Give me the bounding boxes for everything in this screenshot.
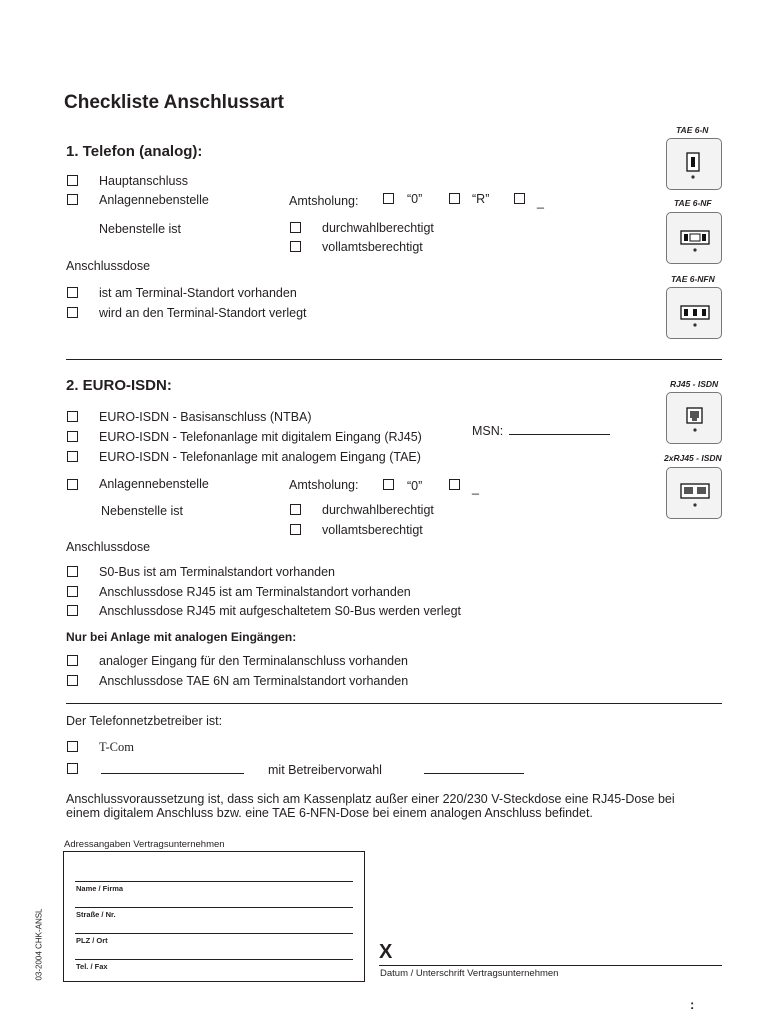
- checkbox-amt-r[interactable]: [449, 193, 460, 204]
- signature-field[interactable]: [379, 965, 722, 966]
- note-line-2: einem digitalem Anschluss bzw. eine TAE 6-NFN-Dose bei einem analogen Anschluss befindet.: [66, 806, 593, 820]
- checkbox-amt-0[interactable]: [383, 193, 394, 204]
- plug-label-tae6nf: TAE 6-NF: [674, 198, 712, 208]
- label-isdn-digital: EURO-ISDN - Telefonanlage mit digitalem Eingang (RJ45): [99, 430, 422, 444]
- rj45-socket-icon: [666, 392, 722, 444]
- checkbox-rj45[interactable]: [67, 586, 78, 597]
- label-isdn-amt-blank: _: [472, 481, 479, 495]
- checkbox-isdn-anlagennebenstelle[interactable]: [67, 479, 78, 490]
- label-strasse: Straße / Nr.: [76, 910, 116, 919]
- checkbox-isdn-basis[interactable]: [67, 411, 78, 422]
- checkbox-isdn-analog[interactable]: [67, 451, 78, 462]
- label-amtsholung: Amtsholung:: [289, 194, 359, 208]
- label-isdn-analog: EURO-ISDN - Telefonanlage mit analogem Eingang (TAE): [99, 450, 421, 464]
- label-tel-fax: Tel. / Fax: [76, 962, 108, 971]
- plug-label-rj45x2: 2xRJ45 - ISDN: [664, 453, 722, 463]
- label-hauptanschluss: Hauptanschluss: [99, 174, 188, 188]
- label-s0bus: S0-Bus ist am Terminalstandort vorhanden: [99, 565, 335, 579]
- label-isdn-amt-0: “0”: [407, 479, 423, 493]
- label-amt-r: “R”: [472, 192, 490, 206]
- label-durchwahl: durchwahlberechtigt: [322, 221, 434, 235]
- vorwahl-field[interactable]: [424, 773, 524, 774]
- checkbox-analog-eingang[interactable]: [67, 655, 78, 666]
- label-plz-ort: PLZ / Ort: [76, 936, 108, 945]
- checkbox-durchwahl[interactable]: [290, 222, 301, 233]
- label-isdn-basis: EURO-ISDN - Basisanschluss (NTBA): [99, 410, 312, 424]
- label-tcom: T-Com: [99, 740, 134, 754]
- label-anschlussdose: Anschlussdose: [66, 259, 151, 273]
- label-name-firma: Name / Firma: [76, 884, 124, 893]
- checkbox-s0bus[interactable]: [67, 566, 78, 577]
- checkbox-isdn-digital[interactable]: [67, 431, 78, 442]
- checkbox-amt-blank[interactable]: [514, 193, 525, 204]
- checkbox-tcom[interactable]: [67, 741, 78, 752]
- checkbox-rj45-s0[interactable]: [67, 605, 78, 616]
- label-isdn-anschlussdose: Anschlussdose: [66, 540, 151, 554]
- label-amt-blank: _: [537, 195, 544, 209]
- checkbox-dose-vorhanden[interactable]: [67, 287, 78, 298]
- signature-x-mark: X: [379, 941, 393, 963]
- section2-heading: 2. EURO-ISDN:: [66, 377, 172, 394]
- checkbox-anlagennebenstelle[interactable]: [67, 194, 78, 205]
- page-title: Checkliste Anschlussart: [64, 92, 284, 113]
- checkbox-tae6n[interactable]: [67, 675, 78, 686]
- label-anlagennebenstelle: Anlagennebenstelle: [99, 193, 209, 207]
- label-dose-verlegt: wird an den Terminal-Standort verlegt: [99, 306, 307, 320]
- tae6nfn-socket-icon: [666, 287, 722, 339]
- address-heading: Adressangaben Vertragsunternehmen: [64, 839, 225, 850]
- heading-nur-analog: Nur bei Anlage mit analogen Eingängen:: [66, 630, 297, 644]
- label-dose-vorhanden: ist am Terminal-Standort vorhanden: [99, 286, 297, 300]
- checkbox-hauptanschluss[interactable]: [67, 175, 78, 186]
- label-vollamts: vollamtsberechtigt: [322, 240, 423, 254]
- checkbox-dose-verlegt[interactable]: [67, 307, 78, 318]
- checkbox-isdn-durchwahl[interactable]: [290, 504, 301, 515]
- label-isdn-amtsholung: Amtsholung:: [289, 478, 359, 492]
- checkbox-other-provider[interactable]: [67, 763, 78, 774]
- rj45-double-socket-icon: [666, 467, 722, 519]
- checkbox-vollamts[interactable]: [290, 241, 301, 252]
- label-msn: MSN:: [472, 424, 504, 438]
- corner-mark: :: [690, 997, 695, 1012]
- label-isdn-durchwahl: durchwahlberechtigt: [322, 503, 434, 517]
- checkbox-isdn-amt-blank[interactable]: [449, 479, 460, 490]
- plz-field[interactable]: [75, 933, 353, 934]
- label-amt-0: “0”: [407, 192, 423, 206]
- address-box: [63, 851, 365, 982]
- other-provider-field[interactable]: [101, 773, 244, 774]
- side-code: 03-2004 CHK-ANSL: [34, 908, 44, 981]
- label-isdn-nebenstelle-ist: Nebenstelle ist: [101, 504, 183, 518]
- strasse-field[interactable]: [75, 907, 353, 908]
- label-netzbetreiber: Der Telefonnetzbetreiber ist:: [66, 714, 223, 728]
- section1-heading: 1. Telefon (analog):: [66, 143, 203, 160]
- plug-label-rj45: RJ45 - ISDN: [670, 379, 719, 389]
- signature-caption: Datum / Unterschrift Vertragsunternehmen: [380, 968, 559, 979]
- label-mit-vorwahl: mit Betreibervorwahl: [268, 763, 382, 777]
- plug-label-tae6nfn: TAE 6-NFN: [671, 274, 715, 284]
- checkbox-isdn-amt-0[interactable]: [383, 479, 394, 490]
- label-analog-eingang: analoger Eingang für den Terminalanschluss vorhanden: [99, 654, 409, 668]
- tae6n-socket-icon: [666, 138, 722, 190]
- tae6nf-socket-icon: [666, 212, 722, 264]
- tel-field[interactable]: [75, 959, 353, 960]
- label-tae6n: Anschlussdose TAE 6N am Terminalstandort vorhanden: [99, 674, 409, 688]
- section-divider: [66, 359, 722, 360]
- section-divider-2: [66, 703, 722, 704]
- label-isdn-vollamts: vollamtsberechtigt: [322, 523, 423, 537]
- label-isdn-anlagennebenstelle: Anlagennebenstelle: [99, 477, 209, 491]
- label-nebenstelle-ist: Nebenstelle ist: [99, 222, 181, 236]
- label-rj45: Anschlussdose RJ45 ist am Terminalstandort vorhanden: [99, 585, 411, 599]
- label-rj45-s0: Anschlussdose RJ45 mit aufgeschaltetem S0-Bus werden verlegt: [99, 604, 461, 618]
- note-line-1: Anschlussvoraussetzung ist, dass sich am Kassenplatz außer einer 220/230 V-Steckdose eine RJ45-Dose bei: [66, 792, 675, 806]
- checkbox-isdn-vollamts[interactable]: [290, 524, 301, 535]
- plug-label-tae6n: TAE 6-N: [676, 125, 709, 135]
- name-field[interactable]: [75, 881, 353, 882]
- msn-field[interactable]: [509, 434, 610, 435]
